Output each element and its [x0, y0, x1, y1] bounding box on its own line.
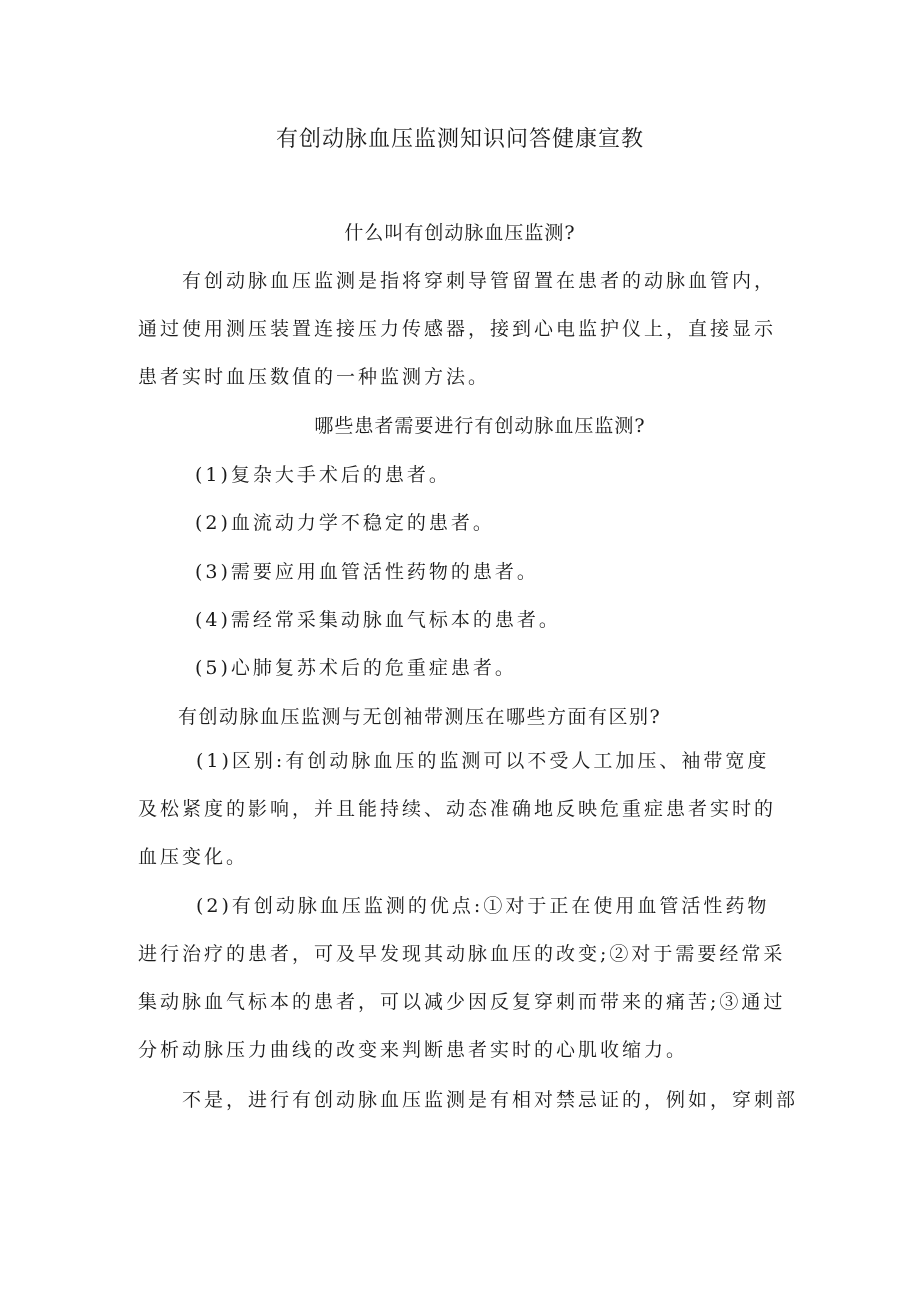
document-title: 有创动脉血压监测知识问答健康宣教: [275, 127, 644, 152]
list-item: (3)需要应用血管活性药物的患者。: [195, 561, 539, 583]
difference-paragraph: (1)区别:有创动脉血压的监测可以不受人工加压、袖带宽度及松紧度的影响，并且能持续、动态准确地反映危重症患者实时的血压变化。: [138, 750, 777, 868]
question-what-is: 什么叫有创动脉血压监测?: [344, 222, 576, 244]
answer-what-is: 有创动脉血压监测是指将穿刺导管留置在患者的动脉血管内，通过使用测压装置连接压力传感器，接到心电监护仪上，直接显示患者实时血压数值的一种监测方法。: [138, 270, 777, 388]
list-item: (5)心肺复苏术后的危重症患者。: [195, 657, 517, 679]
question-which-patients: 哪些患者需要进行有创动脉血压监测?: [314, 415, 646, 437]
question-difference: 有创动脉血压监测与无创袖带测压在哪些方面有区别?: [178, 706, 662, 728]
list-item: (2)血流动力学不稳定的患者。: [195, 512, 495, 534]
advantages-paragraph: (2)有创动脉血压监测的优点:①对于正在使用血管活性药物进行治疗的患者，可及早发现其动脉血压的改变;②对于需要经常采集动脉血气标本的患者，可以减少因反复穿刺而带来的痛苦;③通过分析动脉压力曲线的改变来判断患者实时的心肌收缩力。: [138, 895, 786, 1061]
list-item: (4)需经常采集动脉血气标本的患者。: [195, 609, 561, 631]
list-item: (1)复杂大手术后的患者。: [195, 464, 451, 486]
contraindication-paragraph: 不是，进行有创动脉血压监测是有相对禁忌证的，例如，穿刺部: [182, 1089, 799, 1111]
